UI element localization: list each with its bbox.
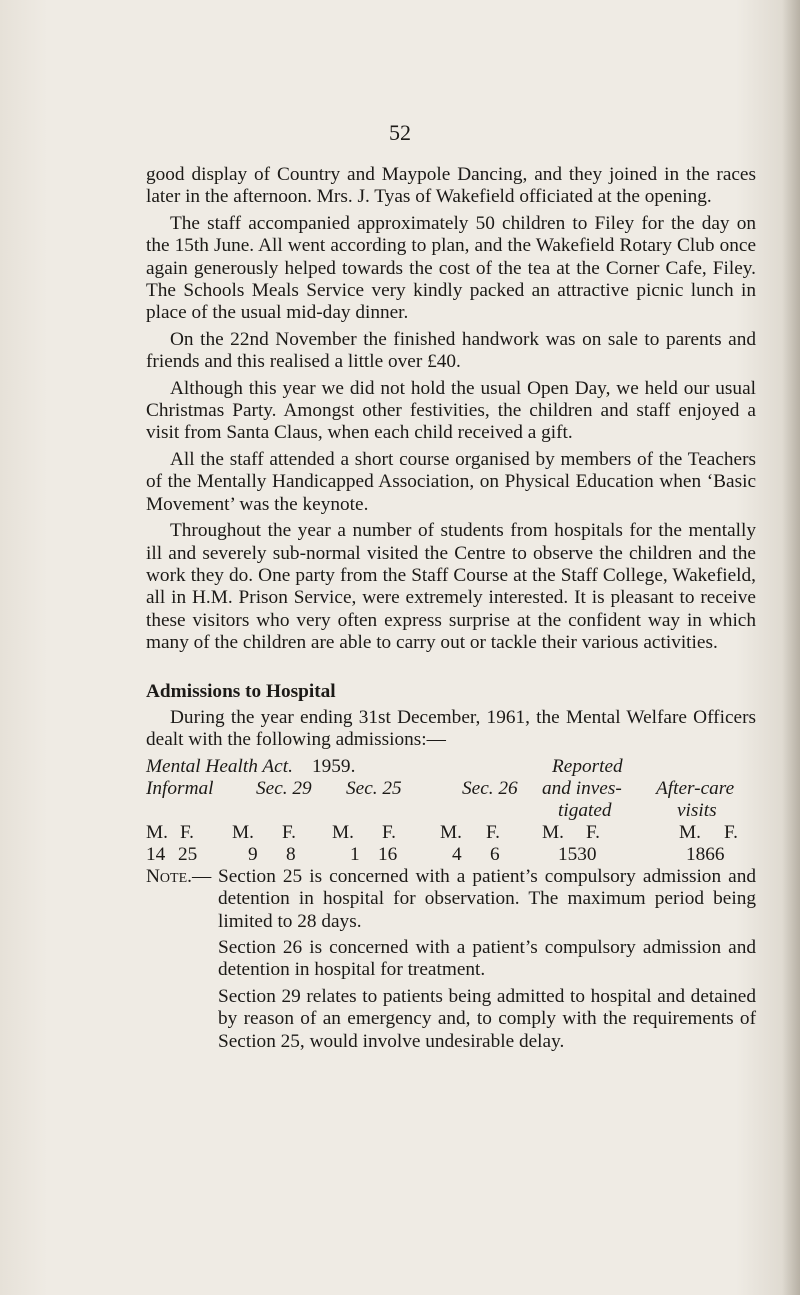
note-label <box>146 866 211 888</box>
col-header-sec29: Sec. 29 <box>256 777 312 799</box>
note-dash: — <box>191 865 212 887</box>
f-label: F. <box>586 821 600 843</box>
paragraph: Throughout the year a number of students from hospitals for the mentally ill and severely sub-normal visited the Centre to observe the children and the work they do. One party from the Staff Course at the Staff College, Wakefield, all in H.M. Prison Service, were extremely interested. It is pleasant to receive these visitors who very often express surprise at the confident way in which many of the children are able to carry out or tackle their various activities. <box>146 520 756 654</box>
m-label: M. <box>332 821 354 843</box>
note-line: Section 25 is concerned with a patient’s compulsory admission and detention in hospital for observation. The maximum period being limited to 28 days. <box>218 865 756 932</box>
value-aftercare-total: 1866 <box>686 843 725 865</box>
paragraph: All the staff attended a short course organised by members of the Teachers of the Mentally Handicapped Association, on Physical Education when ‘Basic Movement’ was the keynote. <box>146 448 756 515</box>
value-sec29-m: 9 <box>248 843 258 865</box>
paragraph: The staff accompanied approximately 50 children to Filey for the day on the 15th June. All went according to plan, and the Wakefield Rotary Club once again generously helped towards the cost of the tea at the Corner Cafe, Filey. The Schools Meals Service very kindly packed an attractive picnic lunch in place of the usual mid-day dinner. <box>146 212 756 324</box>
f-label: F. <box>382 821 396 843</box>
act-year: 1959. <box>312 755 356 777</box>
m-label: M. <box>542 821 564 843</box>
body-text <box>146 164 756 1057</box>
f-label: F. <box>282 821 296 843</box>
paragraph: Although this year we did not hold the usual Open Day, we held our usual Christmas Party. Amongst other festivities, the children and staff enjoyed a visit from Santa Claus, when each child received a gift. <box>146 377 756 444</box>
note-line: Section 29 relates to patients being admitted to hospital and detained by reason of an emergency and, to comply with the requirements of Section 25, would involve undesirable delay. <box>218 985 756 1052</box>
col-header-aftercare-2: visits <box>677 799 717 821</box>
value-sec26-f: 6 <box>490 843 500 865</box>
value-informal-f: 25 <box>178 843 198 865</box>
value-reported-total: 1530 <box>558 843 597 865</box>
paragraph: good display of Country and Maypole Dancing, and they joined in the races later in the afternoon. Mrs. J. Tyas of Wakefield officiated at the opening. <box>146 164 756 208</box>
act-label: Mental Health Act. <box>146 755 293 777</box>
col-header-sec26: Sec. 26 <box>462 777 518 799</box>
m-label: M. <box>232 821 254 843</box>
col-header-sec25: Sec. 25 <box>346 777 402 799</box>
f-label: F. <box>180 821 194 843</box>
col-header-reported-1: and inves- <box>542 777 622 799</box>
m-label: M. <box>440 821 462 843</box>
m-label: M. <box>146 821 168 843</box>
value-sec26-m: 4 <box>452 843 462 865</box>
value-sec25-m: 1 <box>350 843 360 865</box>
note-label-text: Note. <box>146 865 192 887</box>
section-heading: Admissions to Hospital <box>146 680 336 702</box>
note-block <box>146 866 756 1053</box>
paragraph: On the 22nd November the finished handwork was on sale to parents and friends and this realised a little over £40. <box>146 328 756 373</box>
col-header-aftercare-1: After-care <box>656 777 735 799</box>
section-intro: During the year ending 31st December, 1961, the Mental Welfare Officers dealt with the following admissions:— <box>146 706 756 751</box>
f-label: F. <box>486 821 500 843</box>
note-line: Section 26 is concerned with a patient’s compulsory admission and detention in hospital for treatment. <box>218 936 756 981</box>
m-label: M. <box>679 821 701 843</box>
value-informal-m: 14 <box>146 843 166 865</box>
col-header-reported-2: tigated <box>558 799 612 821</box>
admissions-table <box>146 756 756 864</box>
page-edge-shadow <box>782 0 800 1295</box>
value-sec25-f: 16 <box>378 843 398 865</box>
reported-label: Reported <box>552 755 623 777</box>
value-sec29-f: 8 <box>286 843 296 865</box>
page-number: 52 <box>389 120 411 145</box>
col-header-informal: Informal <box>146 777 214 799</box>
f-label: F. <box>724 821 738 843</box>
